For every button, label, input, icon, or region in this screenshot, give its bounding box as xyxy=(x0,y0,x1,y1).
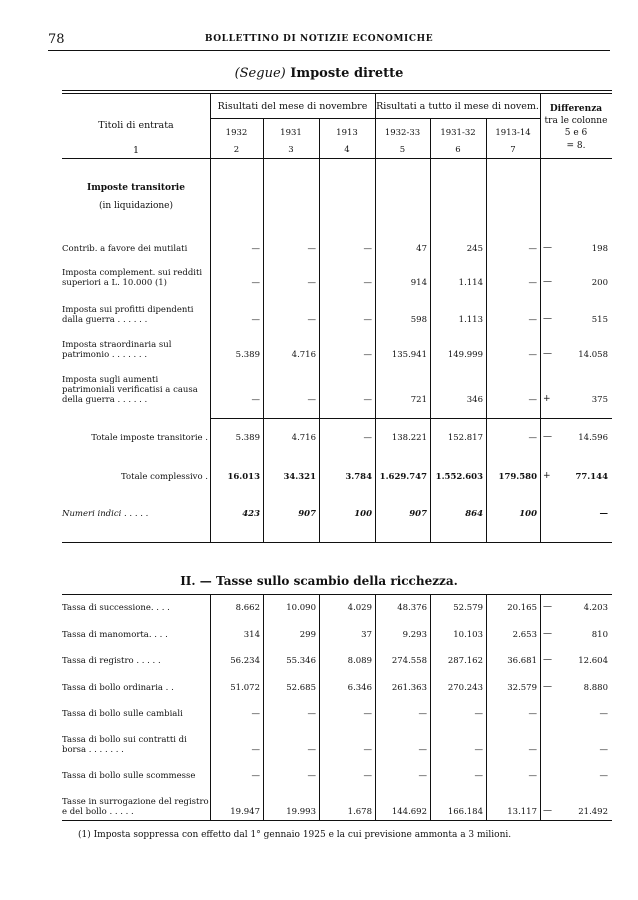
cell-value: — xyxy=(307,395,316,405)
diff-sign: + xyxy=(543,394,551,404)
row-label: Tassa di manomorta. . . . xyxy=(62,630,168,640)
row-label: Tassa di bollo sulle cambiali xyxy=(62,709,183,719)
cell-value: — xyxy=(363,745,372,755)
header-diff-3: 5 e 6 xyxy=(564,128,588,138)
header-titoli: Titoli di entrata xyxy=(98,120,174,131)
cell-value: — xyxy=(363,433,372,443)
diff-value: — xyxy=(599,509,608,519)
diff-value: 14.596 xyxy=(578,433,608,443)
diff-value: — xyxy=(599,745,608,755)
cell-value: 34.321 xyxy=(283,472,316,482)
cell-value: 245 xyxy=(466,244,483,254)
row-label: Tassa di bollo sui contratti di borsa . . . . . . . xyxy=(62,735,187,755)
cell-value: — xyxy=(528,433,537,443)
cell-value: — xyxy=(418,745,427,755)
cell-value: — xyxy=(307,709,316,719)
cell-value: 4.716 xyxy=(291,350,316,360)
cell-value: 13.117 xyxy=(507,807,537,817)
diff-sign: — xyxy=(543,277,552,287)
header-group-tutto: Risultati a tutto il mese di novem. xyxy=(376,101,539,112)
diff-sign: — xyxy=(543,629,552,639)
column-rule xyxy=(375,594,376,820)
section2-title: II. — Tasse sullo scambio della ricchezza. xyxy=(180,574,458,588)
cell-value: 9.293 xyxy=(402,630,427,640)
diff-sign: — xyxy=(543,314,552,324)
cell-value: — xyxy=(528,771,537,781)
diff-value: 12.604 xyxy=(578,656,608,666)
diff-sign: — xyxy=(543,602,552,612)
cell-value: — xyxy=(528,315,537,325)
cell-value: 914 xyxy=(410,278,427,288)
running-head: BOLLETTINO DI NOTIZIE ECONOMICHE xyxy=(204,34,434,44)
table-top-rule-2 xyxy=(62,93,612,94)
cell-value: — xyxy=(363,350,372,360)
cell-value: 52.685 xyxy=(286,683,316,693)
cell-value: — xyxy=(363,278,372,288)
cell-value: 36.681 xyxy=(507,656,537,666)
cell-value: — xyxy=(528,395,537,405)
cell-value: 100 xyxy=(354,509,372,519)
cell-value: 166.184 xyxy=(447,807,483,817)
cell-value: 152.817 xyxy=(447,433,483,443)
cell-value: — xyxy=(307,315,316,325)
cell-value: — xyxy=(251,771,260,781)
cell-value: 32.579 xyxy=(507,683,537,693)
row-label: Tassa di bollo sulle scommesse xyxy=(62,771,196,781)
cell-value: 261.363 xyxy=(391,683,427,693)
table2-bottom-rule xyxy=(62,820,612,821)
cell-value: 3.784 xyxy=(345,472,372,482)
cell-value: 721 xyxy=(410,395,427,405)
diff-sign: — xyxy=(543,349,552,359)
subtotal-rule xyxy=(210,418,612,419)
header-year: 1913 xyxy=(336,128,358,138)
cell-value: — xyxy=(363,395,372,405)
row-label: Tasse in surrogazione del registro e del bollo . . . . . xyxy=(62,797,209,817)
cell-value: — xyxy=(251,709,260,719)
header-year: 1932 xyxy=(225,128,248,138)
cell-value: 4.029 xyxy=(347,603,372,613)
diff-sign: + xyxy=(543,471,551,481)
cell-value: — xyxy=(251,315,260,325)
cell-value: — xyxy=(363,709,372,719)
column-rule xyxy=(540,594,541,820)
cell-value: 19.993 xyxy=(286,807,316,817)
cell-value: 149.999 xyxy=(447,350,483,360)
cell-value: 19.947 xyxy=(230,807,260,817)
column-rule xyxy=(319,594,320,820)
row-label: Imposta straordinaria sul patrimonio . . . . . . . xyxy=(62,340,172,360)
cell-value: 1.629.747 xyxy=(379,472,427,482)
diff-value: 8.880 xyxy=(583,683,608,693)
cell-value: — xyxy=(528,709,537,719)
cell-value: 346 xyxy=(466,395,483,405)
header-diff-1: Differenza xyxy=(549,104,603,114)
row-label: Tassa di bollo ordinaria . . xyxy=(62,683,174,693)
diff-sign: — xyxy=(543,682,552,692)
cell-value: — xyxy=(251,745,260,755)
diff-sign: — xyxy=(543,432,552,442)
diff-value: 4.203 xyxy=(583,603,608,613)
column-rule xyxy=(540,93,541,542)
page-number: 78 xyxy=(48,32,65,47)
header-bottom-rule xyxy=(62,158,612,159)
column-rule xyxy=(430,594,431,820)
cell-value: 100 xyxy=(519,509,537,519)
cell-value: — xyxy=(418,771,427,781)
row-label: Imposta sui profitti dipendenti dalla guerra . . . . . . xyxy=(62,305,194,325)
cell-value: — xyxy=(474,771,483,781)
cell-value: 864 xyxy=(465,509,483,519)
diff-sign: — xyxy=(543,655,552,665)
header-rule xyxy=(48,50,610,51)
header-col-1: 1 xyxy=(132,145,140,156)
header-group-nov: Risultati del mese di novembre xyxy=(217,101,368,112)
section-title-text: Imposte dirette xyxy=(290,66,404,81)
cell-value: 10.103 xyxy=(453,630,483,640)
cell-value: — xyxy=(528,350,537,360)
row-label: Contrib. a favore dei mutilati xyxy=(62,244,188,254)
row-label: Tassa di successione. . . . xyxy=(62,603,170,613)
segue-label: (Segue) xyxy=(234,66,286,81)
table-top-rule xyxy=(62,90,612,91)
cell-value: 423 xyxy=(242,509,260,519)
row-label: Imposta complement. sui redditi superiori a L. 10.000 (1) xyxy=(62,268,203,288)
cell-value: 2.653 xyxy=(512,630,537,640)
cell-value: — xyxy=(474,745,483,755)
diff-sign: — xyxy=(543,243,552,253)
column-rule xyxy=(263,594,264,820)
cell-value: 907 xyxy=(298,509,316,519)
row-label: Totale imposte transitorie . xyxy=(91,433,208,443)
cell-value: 144.692 xyxy=(391,807,427,817)
cell-value: 37 xyxy=(361,630,372,640)
header-year: 1932-33 xyxy=(384,128,421,138)
cell-value: — xyxy=(363,771,372,781)
cell-value: 5.389 xyxy=(235,350,260,360)
cell-value: — xyxy=(474,709,483,719)
cell-value: 270.243 xyxy=(447,683,483,693)
cell-value: 56.234 xyxy=(230,656,260,666)
cell-value: 20.165 xyxy=(507,603,537,613)
cell-value: 8.089 xyxy=(347,656,372,666)
diff-value: — xyxy=(599,709,608,719)
footnote: (1) Imposta soppressa con effetto dal 1° gennaio 1925 e la cui previsione ammonta a 3 milioni. xyxy=(78,830,512,840)
column-rule xyxy=(210,594,211,820)
cell-value: 52.579 xyxy=(453,603,483,613)
cell-value: 48.376 xyxy=(397,603,427,613)
cell-value: — xyxy=(307,278,316,288)
diff-value: 198 xyxy=(591,244,608,254)
cell-value: — xyxy=(251,244,260,254)
transitorie-title: Imposte transitorie xyxy=(87,183,185,193)
cell-value: 10.090 xyxy=(286,603,316,613)
cell-value: — xyxy=(307,244,316,254)
cell-value: — xyxy=(363,244,372,254)
header-col-num: 5 xyxy=(399,145,406,155)
cell-value: 314 xyxy=(243,630,260,640)
diff-value: 77.144 xyxy=(575,472,608,482)
cell-value: 287.162 xyxy=(447,656,483,666)
cell-value: 55.346 xyxy=(286,656,316,666)
cell-value: 4.716 xyxy=(291,433,316,443)
table1-bottom-rule xyxy=(62,542,612,543)
diff-sign: — xyxy=(543,806,552,816)
diff-value: 21.492 xyxy=(578,807,608,817)
header-year: 1931-32 xyxy=(440,128,476,138)
cell-value: — xyxy=(251,278,260,288)
diff-value: — xyxy=(599,771,608,781)
cell-value: 274.558 xyxy=(391,656,427,666)
cell-value: 8.662 xyxy=(235,603,260,613)
cell-value: 1.113 xyxy=(458,315,483,325)
column-rule xyxy=(486,594,487,820)
header-year: 1931 xyxy=(280,128,302,138)
header-col-num: 6 xyxy=(455,145,461,155)
cell-value: — xyxy=(528,244,537,254)
cell-value: 907 xyxy=(409,509,427,519)
cell-value: 1.552.603 xyxy=(435,472,483,482)
diff-value: 515 xyxy=(591,315,608,325)
header-col-num: 3 xyxy=(288,145,294,155)
diff-value: 200 xyxy=(591,278,608,288)
cell-value: 51.072 xyxy=(230,683,260,693)
cell-value: 179.580 xyxy=(498,472,537,482)
header-diff-4: = 8. xyxy=(566,141,586,151)
cell-value: 299 xyxy=(299,630,316,640)
cell-value: — xyxy=(363,315,372,325)
header-diff-2: tra le colonne xyxy=(544,116,608,126)
row-label: Totale complessivo . xyxy=(121,472,208,482)
diff-value: 810 xyxy=(591,630,608,640)
cell-value: 598 xyxy=(410,315,427,325)
row-label: Tassa di registro . . . . . xyxy=(62,656,161,666)
cell-value: 1.678 xyxy=(347,807,372,817)
cell-value: — xyxy=(528,278,537,288)
cell-value: 138.221 xyxy=(391,433,427,443)
transitorie-subtitle: (in liquidazione) xyxy=(98,201,174,211)
cell-value: — xyxy=(528,745,537,755)
header-year: 1913-14 xyxy=(495,128,531,138)
cell-value: — xyxy=(251,395,260,405)
header-col-num: 4 xyxy=(344,145,350,155)
table2-top-rule xyxy=(62,594,612,595)
cell-value: — xyxy=(418,709,427,719)
cell-value: 47 xyxy=(416,244,427,254)
cell-value: 6.346 xyxy=(347,683,372,693)
cell-value: 16.013 xyxy=(227,472,260,482)
cell-value: 1.114 xyxy=(458,278,483,288)
diff-value: 14.058 xyxy=(578,350,608,360)
section-title xyxy=(0,66,638,81)
cell-value: — xyxy=(307,745,316,755)
row-label: Imposta sugli aumenti patrimoniali verificatisi a causa della guerra . . . . . . xyxy=(62,375,198,405)
cell-value: — xyxy=(307,771,316,781)
row-label: Numeri indici . . . . . xyxy=(62,509,149,519)
cell-value: 135.941 xyxy=(391,350,427,360)
cell-value: 5.389 xyxy=(235,433,260,443)
diff-value: 375 xyxy=(591,395,608,405)
header-col-num: 2 xyxy=(233,145,240,155)
header-col-num: 7 xyxy=(510,145,516,155)
